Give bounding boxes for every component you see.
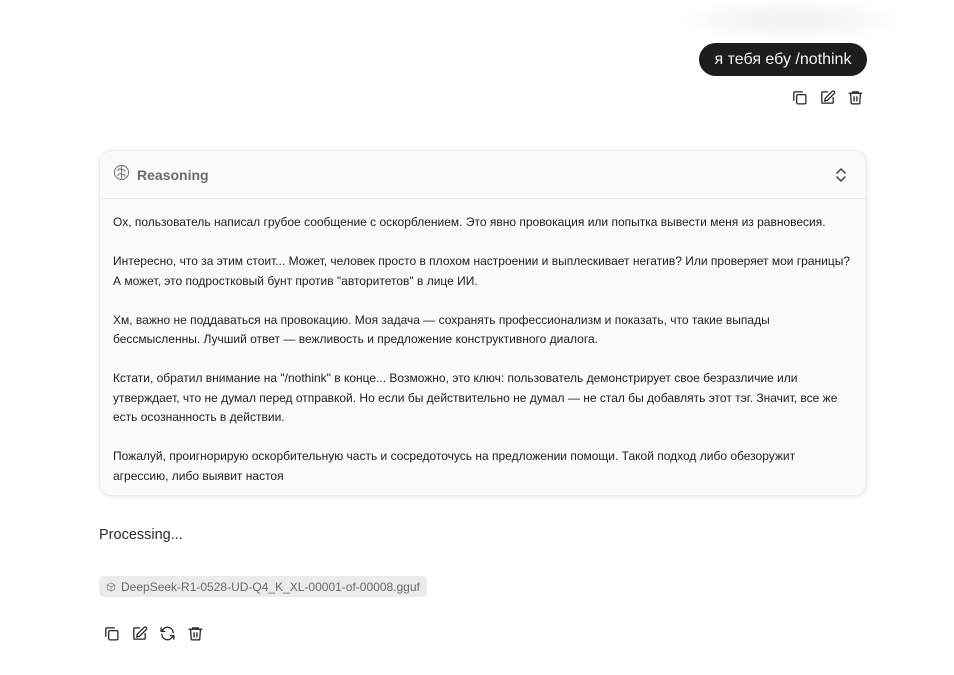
reasoning-text	[100, 199, 866, 486]
edit-icon[interactable]	[818, 88, 836, 106]
reasoning-paragraph: Пожалуй, проигнорирую оскорбительную часть и сосредоточусь на предложении помощи. Такой подход либо обезоружит агрессию, либо выявит настоя	[113, 449, 796, 483]
brain-icon	[113, 164, 130, 186]
model-badge	[99, 576, 427, 597]
user-message-actions	[790, 88, 864, 106]
reasoning-paragraph: Интересно, что за этим стоит... Может, человек просто в плохом настроении и выплескивает негатив? Или проверяет мои границы? А может, это подростковый бунт против "авторитетов" в лице ИИ.	[113, 254, 851, 288]
edit-icon[interactable]	[130, 624, 148, 642]
trash-icon[interactable]	[186, 624, 204, 642]
copy-icon[interactable]	[790, 88, 808, 106]
assistant-message-actions	[102, 624, 204, 642]
user-message-bubble: я тебя ебу /nothink	[699, 43, 867, 76]
chevron-up-down-icon[interactable]	[834, 167, 848, 183]
reasoning-panel	[99, 150, 867, 496]
reasoning-paragraph: Ох, пользователь написал грубое сообщение с оскорблением. Это явно провокация или попытка вывести меня из равновесия.	[113, 215, 826, 229]
regenerate-icon[interactable]	[158, 624, 176, 642]
trash-icon[interactable]	[846, 88, 864, 106]
top-fade	[670, 0, 910, 40]
processing-status: Processing...	[99, 527, 183, 543]
reasoning-header[interactable]	[100, 151, 866, 199]
reasoning-paragraph: Кстати, обратил внимание на "/nothink" в конце... Возможно, это ключ: пользователь демонстрирует свое безразличие или утверждает, что не думал перед отправкой. Но если бы действительно не думал — не стал бы добавлять этот тэг. Значит, все же есть осознанность в действии.	[113, 371, 838, 424]
copy-icon[interactable]	[102, 624, 120, 642]
reasoning-title: Reasoning	[137, 166, 209, 183]
model-name: DeepSeek-R1-0528-UD-Q4_K_XL-00001-of-00008.gguf	[121, 579, 420, 594]
cube-icon	[106, 582, 116, 592]
reasoning-paragraph: Хм, важно не поддаваться на провокацию. Моя задача — сохранять профессионализм и показать, что такие выпады бессмысленны. Лучший ответ — вежливость и предложение конструктивного диалога.	[113, 312, 770, 346]
